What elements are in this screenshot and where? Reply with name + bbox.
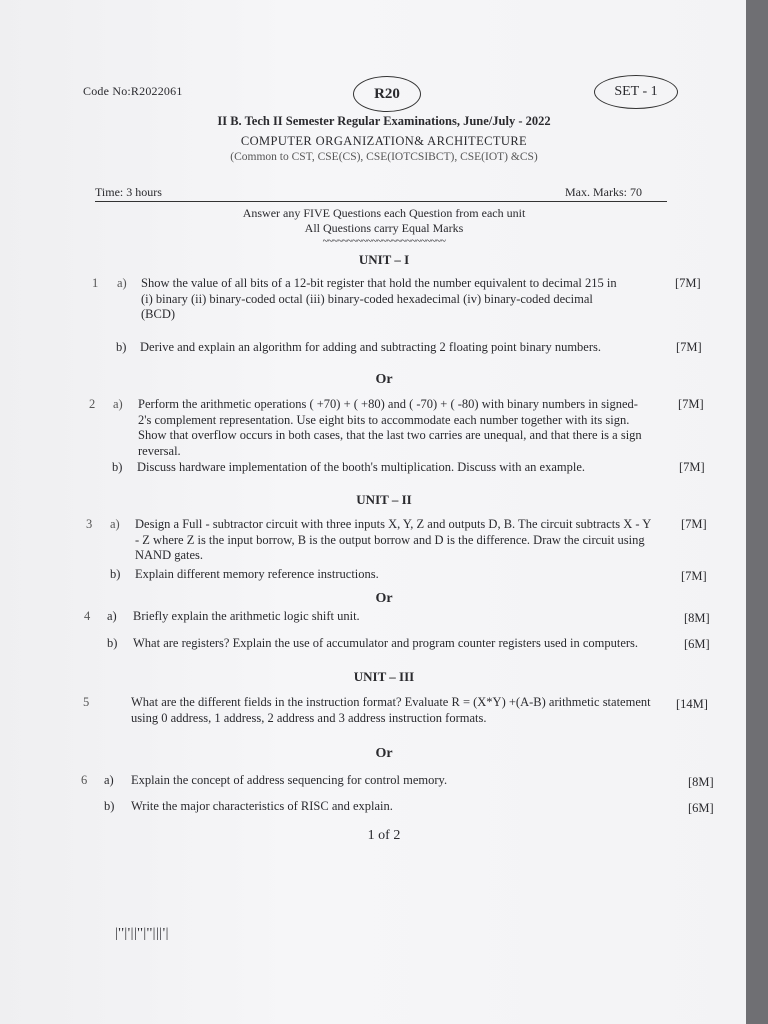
question-text: Write the major characteristics of RISC and explain. <box>131 799 393 813</box>
max-marks-label: Max. Marks: 70 <box>565 185 642 199</box>
regulation-badge: R20 <box>353 76 421 112</box>
question-marks: [7M] <box>675 276 701 290</box>
or-separator: Or <box>375 591 393 606</box>
question-text: Discuss hardware implementation of the booth's multiplication. Discuss with an example. <box>137 460 585 474</box>
barcode: |''|'||''|''|||'| <box>115 926 169 941</box>
exam-title: II B. Tech II Semester Regular Examinations, June/July - 2022 <box>217 114 551 128</box>
question-marks: [7M] <box>679 460 705 474</box>
question-text: Show the value of all bits of a 12-bit register that hold the number equivalent to decimal 215 in (i) binary (ii) binary-coded octal (iii) binary-coded hexadecimal (iv) binary-coded decimal (BCD) <box>141 276 617 321</box>
separator-line: ~~~~~~~~~~~~~~~~~~~~~~~~~ <box>322 236 446 247</box>
question-marks: [6M] <box>684 637 710 651</box>
unit-heading: UNIT – III <box>353 669 415 684</box>
unit-heading: UNIT – I <box>358 252 410 267</box>
time-label: Time: 3 hours <box>95 185 162 199</box>
question-text: Explain the concept of address sequencing for control memory. <box>131 773 448 787</box>
question-part: b) <box>112 460 123 474</box>
question-part: b) <box>104 799 115 813</box>
header-divider <box>95 201 667 202</box>
question-part: a) <box>113 397 123 411</box>
question-marks: [7M] <box>681 517 707 531</box>
question-number: 6 <box>81 773 88 787</box>
unit-heading: UNIT – II <box>356 492 412 507</box>
page-number: 1 of 2 <box>367 828 401 843</box>
question-part: a) <box>117 276 127 290</box>
instruction-line-1: Answer any FIVE Questions each Question from each unit <box>242 206 526 220</box>
paper-code: Code No:R2022061 <box>83 84 183 98</box>
question-part: b) <box>110 567 121 581</box>
question-text: What are registers? Explain the use of accumulator and program counter registers used in computers. <box>133 636 639 650</box>
subject-title: COMPUTER ORGANIZATION& ARCHITECTURE <box>240 134 528 148</box>
question-text: Briefly explain the arithmetic logic shift unit. <box>133 609 360 623</box>
set-badge: SET - 1 <box>594 75 678 109</box>
question-part: a) <box>110 517 120 531</box>
or-separator: Or <box>375 746 393 761</box>
question-text: Explain different memory reference instructions. <box>135 567 379 581</box>
question-marks: [6M] <box>688 801 714 815</box>
question-marks: [8M] <box>688 775 714 789</box>
question-marks: [7M] <box>681 569 707 583</box>
question-part: a) <box>107 609 117 623</box>
question-part: a) <box>104 773 114 787</box>
question-number: 5 <box>83 695 90 709</box>
question-text: What are the different fields in the instruction format? Evaluate R = (X*Y) +(A-B) arithmetic statement using 0 address, 1 address, 2 address and 3 address instruction formats. <box>131 695 651 725</box>
question-marks: [7M] <box>678 397 704 411</box>
question-number: 4 <box>84 609 91 623</box>
question-number: 1 <box>92 276 99 290</box>
question-part: b) <box>107 636 118 650</box>
question-text: Perform the arithmetic operations ( +70) + ( +80) and ( -70) + ( -80) with binary numbers in signed-2's complement representation. Use eight bits to accommodate each number together with its sign. Show that overflow occurs in both cases, that the last two carries are unequal, and that there is a sign reversal. <box>138 397 642 458</box>
question-text: Derive and explain an algorithm for adding and subtracting 2 floating point binary numbers. <box>140 340 601 354</box>
question-marks: [14M] <box>676 697 708 711</box>
question-number: 3 <box>86 517 93 531</box>
instruction-line-2: All Questions carry Equal Marks <box>304 221 464 235</box>
question-text: Design a Full - subtractor circuit with three inputs X, Y, Z and outputs D, B. The circuit subtracts X - Y - Z where Z is the input borrow, B is the output borrow and D is the difference. Draw the circuit using NAND gates. <box>135 517 651 562</box>
common-to: (Common to CST, CSE(CS), CSE(IOTCSIBCT), CSE(IOT) &CS) <box>230 151 538 163</box>
question-marks: [7M] <box>676 340 702 354</box>
question-part: b) <box>116 340 127 354</box>
question-number: 2 <box>89 397 96 411</box>
or-separator: Or <box>375 372 393 387</box>
question-marks: [8M] <box>684 611 710 625</box>
